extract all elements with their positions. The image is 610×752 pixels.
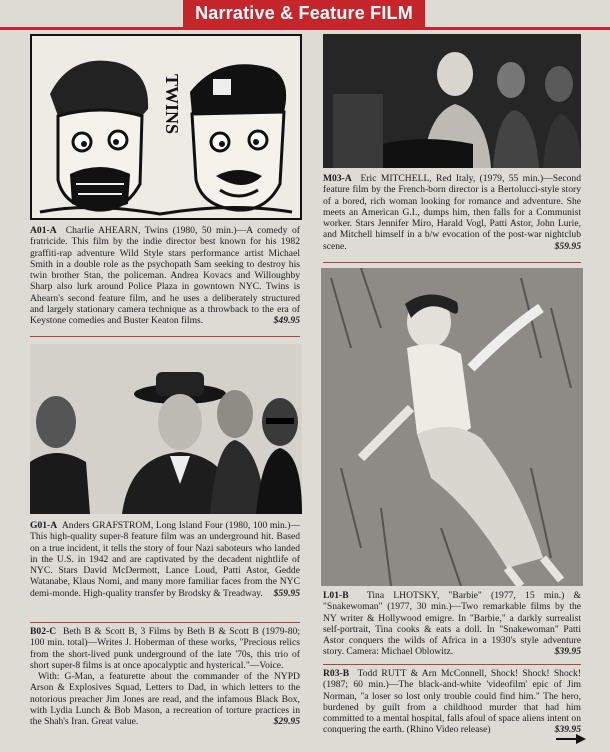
- entry-text: Charlie AHEARN, Twins (1980, 50 min.)—A comedy of fratricide. This film by the indie director best known for his 1982 graffiti-rap adventure Wild Style stars performance artist Michael Smith in a double role as the psychopath Sam seeking to destroy his twin brother Stan, the policeman. Andrea Kovacs and Willoughby Sharp also lurk around Police Plaza in gowntown NYC. Twins is Ahearn's second feature film, and he uses a deliberately structured and largely stationary camera technique as a throwback to the era of Keystone comedies and Buster Keaton films.: [30, 225, 301, 327]
- woman-in-grass-icon: [321, 268, 583, 586]
- title-rule: [0, 27, 610, 30]
- entry-l01: [323, 590, 581, 658]
- divider: [30, 622, 300, 623]
- entry-code: L01-B: [323, 590, 349, 601]
- twins-vertical-letters: TWINS: [162, 73, 182, 135]
- twins-drawing-icon: [30, 34, 302, 220]
- entry-g01: [30, 520, 300, 599]
- entry-text-continued: With: G-Man, a featurette about the commander of the NYPD Arson & Explosives Squad, Letters to Dad, in which letters to the notorious preacher Jim Jones are read, and the infamous Black Box, with Lydia Lunch & Bob Mason, a recreation of torture practices in the Shah's Iran. Great value.: [30, 671, 300, 728]
- entry-code: G01-A: [30, 520, 58, 531]
- section-title: Narrative & Feature FILM: [183, 0, 425, 27]
- entry-price: $39.95: [554, 724, 581, 736]
- entry-code: B02-C: [30, 626, 57, 637]
- divider: [323, 664, 581, 665]
- four-men-photo-icon: [30, 344, 302, 514]
- entry-text: Anders GRAFSTROM, Long Island Four (1980, 100 min.)—This high-quality super-8 feature film was an underground hit. Based on a true incident, it tells the story of four Nazi saboteurs who landed in the U.S. in 1942 and are captivated by the decadent nightlife of NYC. Stars David McDermott, Lance Loud, Patti Astor, Gedde Watanabe, Klaus Nomi, and many more familiar faces from the NYC demi-monde. High-quality transfer by Brodsky & Treadway.: [30, 520, 300, 599]
- divider: [323, 262, 581, 263]
- entry-price: $39.95: [554, 646, 581, 658]
- entry-price: $59.95: [273, 587, 300, 599]
- entry-text: Eric MITCHELL, Red Italy, (1979, 55 min.)—Second feature film by the French-born director is a Bertolucci-style story of a bored, rich woman looking for romance and adventure. She meets an American G.I., dumps him, then falls for a Communist worker. Stars Jennifer Miro, Harald Vogl, Patti Astor, John Lurie, and Mitchell himself in a b/w evocation of the post-war nightclub scene.: [323, 173, 581, 252]
- entry-text: Todd RUTT & Arn McConnell, Shock! Shock! Shock! (1987; 60 min.)—The black-and-white 'videofilm' epic of Jim Norman, "a loser so lost only trouble could find him." The hero, burdened by guilt from a childhood murder that had him committed to a mental hospital, falls afoul of space aliens intent on conquering the earth. (Rhino Video release): [323, 668, 582, 736]
- long-island-four-photo: [30, 344, 302, 514]
- entry-code: R03-B: [323, 668, 350, 679]
- continue-arrow-icon: [556, 734, 586, 744]
- entry-r03: [323, 668, 581, 736]
- entry-a01: [30, 225, 300, 327]
- entry-b02: [30, 626, 300, 728]
- entry-code: M03-A: [323, 173, 352, 184]
- entry-code: A01-A: [30, 225, 57, 236]
- entry-text: Beth B & Scott B, 3 Films by Beth B & Scott B (1979-80; 100 min. total)—Writes J. Hoberman of these works, "Precious relics from the short-lived punk underground of the late '70s, this trio of short super-8 films is at once apocalyptic and hysterical."—Voice.: [30, 626, 300, 671]
- entry-m03: [323, 173, 581, 252]
- entry-price: $59.95: [554, 240, 581, 252]
- entry-price: $49.95: [273, 315, 300, 327]
- nightclub-scene-icon: [323, 34, 581, 168]
- red-italy-photo: [323, 34, 581, 168]
- barbie-photo: [321, 268, 583, 586]
- twins-illustration: [30, 34, 302, 220]
- divider: [30, 336, 300, 337]
- entry-text: Tina LHOTSKY, "Barbie" (1977, 15 min.) & "Snakewoman" (1977, 30 min.)—Two remarkable films by the NY writer & Hollywood emigre. In "Barbie," a darkly surrealist self-portrait, Tina cooks & eats a doll. In "Snakewoman" Patti Astor conquers the wilds of Africa in a 1930's style adventure story. Camera: Michael Oblowitz.: [323, 590, 582, 658]
- entry-price: $29.95: [273, 716, 300, 728]
